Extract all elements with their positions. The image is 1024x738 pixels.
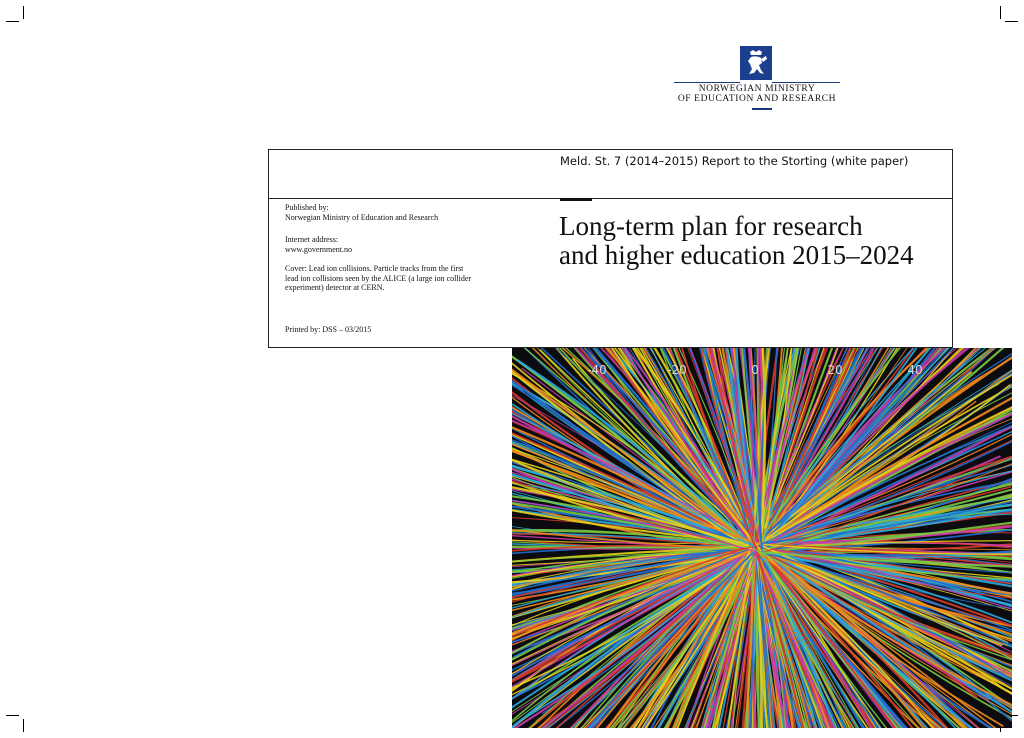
- published-block: [285, 203, 438, 222]
- logo-rule-right: [772, 82, 840, 83]
- printed-by: Printed by: DSS – 03/2015: [285, 325, 372, 334]
- crop-mark-top-right-h: [1005, 21, 1018, 22]
- crop-mark-top-left-h: [6, 21, 19, 22]
- axis-tick-label: 20: [827, 363, 843, 377]
- crop-mark-bottom-left-v: [23, 719, 24, 732]
- axis-tick-label: -40: [587, 363, 607, 377]
- logo-line-1: NORWEGIAN MINISTRY: [698, 84, 816, 94]
- axis-tick-label: 40: [907, 363, 923, 377]
- cover-info-box: [268, 149, 953, 348]
- coat-of-arms-icon: [740, 46, 772, 80]
- internet-block: [285, 235, 352, 254]
- crop-mark-top-left-v: [23, 6, 24, 19]
- logo-line-2: OF EDUCATION AND RESEARCH: [677, 94, 837, 104]
- box-divider: [269, 198, 952, 199]
- logo-rule-left: [674, 82, 740, 83]
- document-title: [559, 212, 951, 270]
- ministry-logo: [672, 46, 842, 112]
- title-accent-bar: [560, 198, 592, 201]
- cover-particle-tracks-image: [512, 348, 1012, 728]
- title-line-2: and higher education 2015–2024: [559, 240, 914, 270]
- internet-label: Internet address:: [285, 235, 339, 244]
- particle-tracks-graphic: [512, 348, 1012, 728]
- logo-rule-bottom: [752, 108, 772, 110]
- crop-mark-top-right-v: [1000, 6, 1001, 19]
- title-line-1: Long-term plan for research: [559, 211, 863, 241]
- published-value: Norwegian Ministry of Education and Research: [285, 212, 439, 222]
- crop-mark-bottom-left-h: [6, 715, 19, 716]
- axis-tick-label: -20: [667, 363, 687, 377]
- cover-caption-line-1: Cover: Lead ion collisions. Particle tracks from the first: [285, 264, 464, 273]
- internet-value: www.government.no: [285, 244, 353, 254]
- axis-tick-label: 0: [751, 363, 759, 377]
- cover-caption-line-3: experiment) detector at CERN.: [285, 283, 385, 292]
- report-line: Meld. St. 7 (2014–2015) Report to the Storting (white paper): [560, 154, 909, 168]
- cover-caption: [285, 264, 471, 293]
- cover-caption-line-2: lead ion collisions seen by the ALICE (a large ion collider: [285, 273, 472, 283]
- published-label: Published by:: [285, 203, 329, 212]
